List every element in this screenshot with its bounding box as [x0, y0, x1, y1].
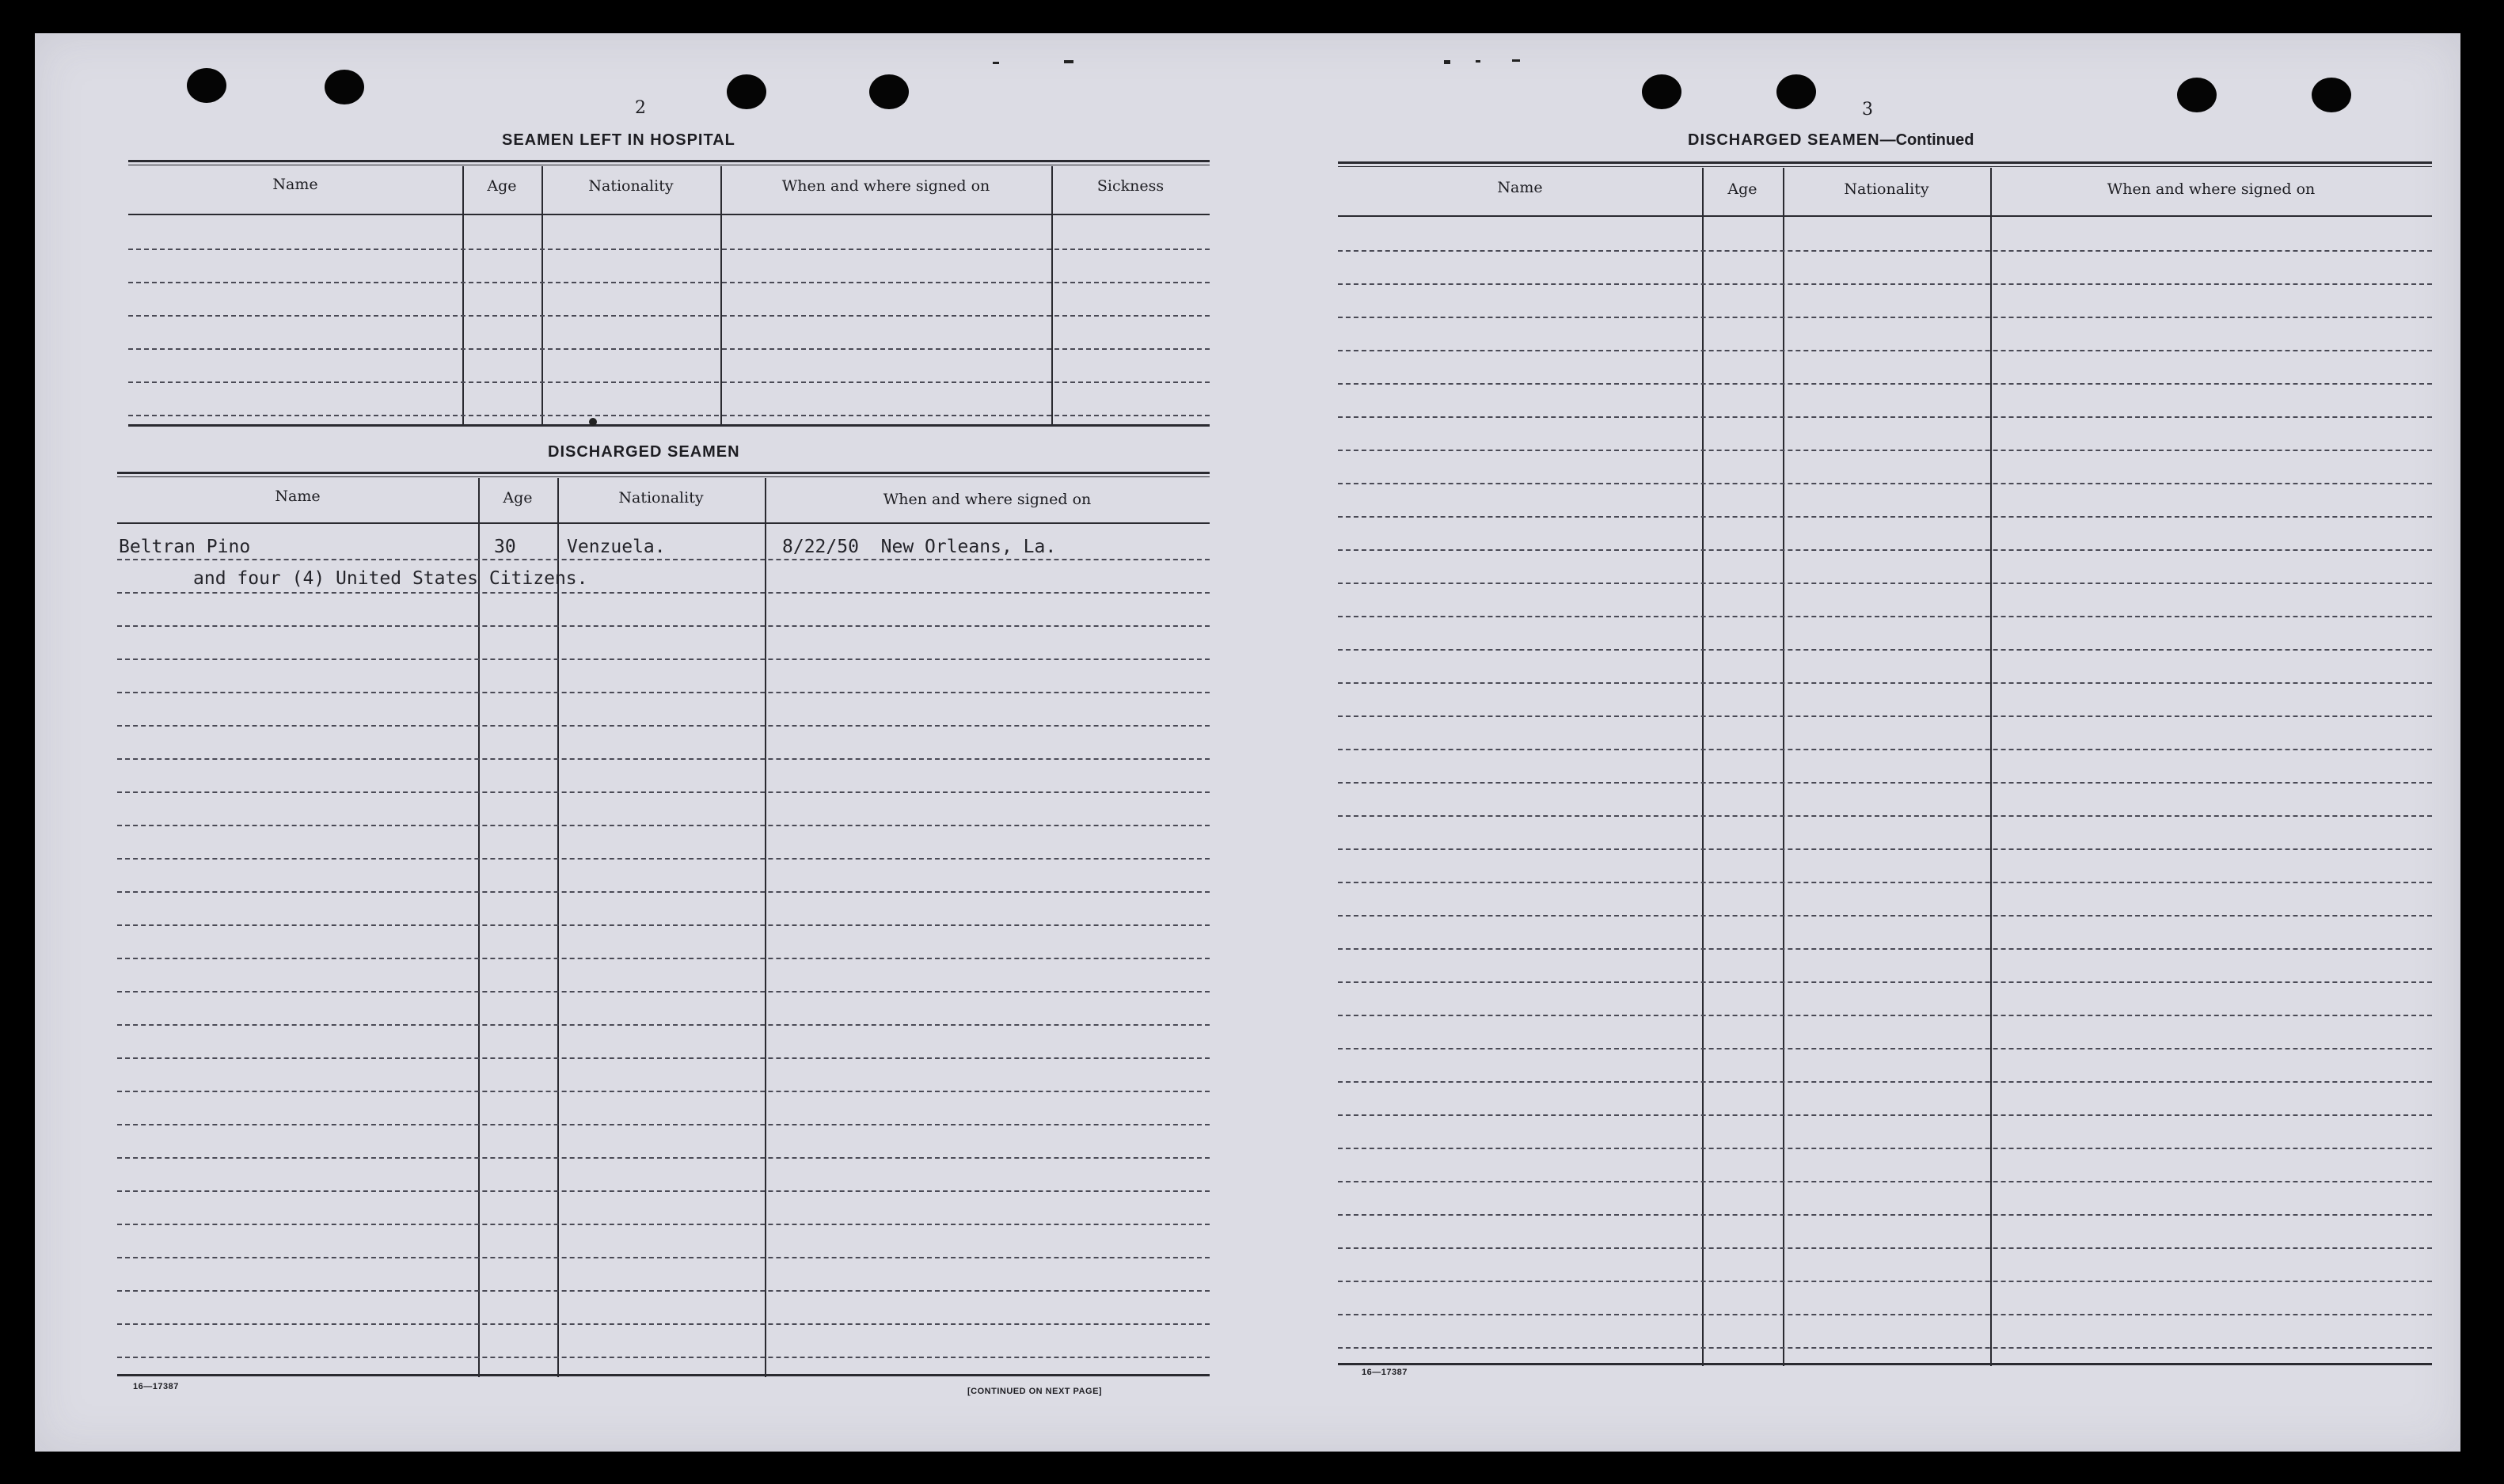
seaman-nationality: Venzuela.: [567, 537, 666, 557]
punch-hole: [1642, 74, 1681, 109]
column-header-nationality: Nationality: [618, 489, 704, 507]
section-title: SEAMEN LEFT IN HOSPITAL: [502, 131, 735, 149]
seaman-age: 30: [494, 537, 516, 557]
hospital-table: [128, 160, 1210, 457]
form-number: 16—17387: [1362, 1368, 1408, 1377]
column-header-name: Name: [1497, 179, 1543, 196]
column-header-nationality: Nationality: [1844, 180, 1929, 198]
section-title-suffix: —Continued: [1879, 131, 1974, 149]
column-header-age: Age: [503, 489, 533, 507]
form-number: 16—17387: [133, 1382, 179, 1391]
punch-hole: [727, 74, 766, 109]
column-header-sickness: Sickness: [1096, 177, 1165, 195]
section-title: DISCHARGED SEAMEN: [548, 443, 740, 461]
discharged-note: and four (4) United States Citizens.: [193, 568, 588, 589]
column-header-nationality: Nationality: [588, 177, 674, 195]
continued-note: [CONTINUED ON NEXT PAGE]: [967, 1387, 1103, 1396]
column-header-signed-on: When and where signed on: [781, 177, 990, 195]
punch-hole: [2177, 78, 2217, 112]
punch-hole: [869, 74, 909, 109]
seaman-name: Beltran Pino: [119, 537, 251, 557]
column-header-age: Age: [1727, 180, 1757, 198]
column-header-age: Age: [487, 177, 517, 195]
column-header-signed-on: When and where signed on: [883, 491, 1092, 508]
seaman-signed-on: 8/22/50 New Orleans, La.: [782, 537, 1057, 557]
discharged-table: [117, 472, 1210, 1406]
document-sheet: [35, 33, 2460, 1452]
section-title: [1688, 131, 1974, 150]
column-header-signed-on: When and where signed on: [2107, 180, 2316, 198]
punch-hole: [2312, 78, 2351, 112]
column-header-name: Name: [272, 176, 318, 193]
section-title-text: DISCHARGED SEAMEN: [1688, 131, 1880, 149]
discharged-continued-table: [1338, 161, 2432, 1396]
page-number: 3: [1862, 100, 1873, 120]
page-number: 2: [635, 98, 646, 118]
column-header-name: Name: [275, 488, 321, 505]
punch-hole: [325, 70, 364, 104]
punch-hole: [187, 68, 226, 103]
punch-hole: [1776, 74, 1816, 109]
